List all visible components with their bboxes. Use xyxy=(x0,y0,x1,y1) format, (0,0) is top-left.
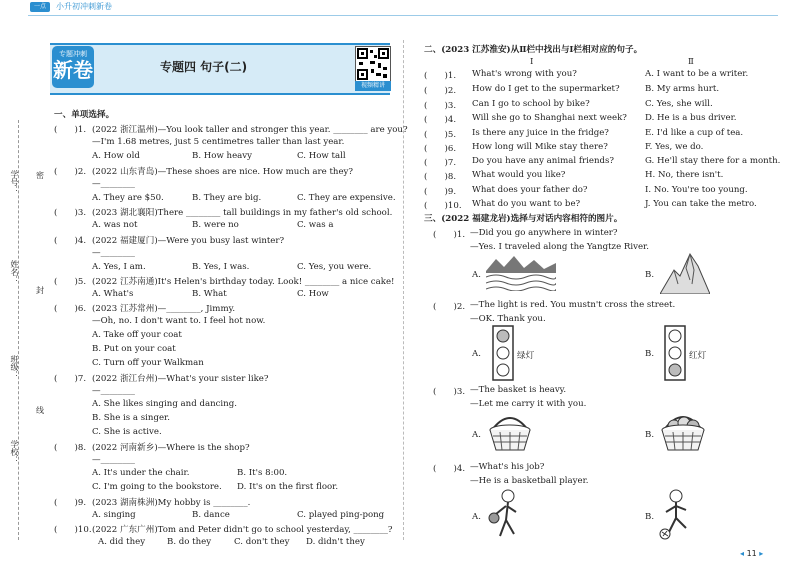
seal-mark: 封 xyxy=(36,286,44,295)
q8-option-d: D. It's on the first floor. xyxy=(237,482,339,492)
next-page-icon[interactable]: ▸ xyxy=(759,549,764,558)
q8-option-a: A. It's under the chair. xyxy=(92,468,190,478)
match-left-text: Do you have any animal friends? xyxy=(472,156,615,166)
section-2-title: 二、(2023 江苏淮安)从Ⅱ栏中找出与Ⅰ栏相对应的句子。 xyxy=(424,45,643,55)
q7-option-c: C. She is active. xyxy=(92,427,162,437)
q6-option-b: B. Put on your coat xyxy=(92,344,176,354)
q6-number: ( )6. xyxy=(54,304,87,314)
q1-stem: (2022 浙江温州)—You look taller and stronger this year. ________ are you? xyxy=(92,125,408,135)
q1-number: ( )1. xyxy=(54,125,87,135)
seal-mark: 线 xyxy=(36,406,44,415)
badge-main: 新卷 xyxy=(53,58,93,82)
prev-page-icon[interactable]: ◂ xyxy=(740,549,745,558)
p3-option-a: A. xyxy=(472,430,481,440)
q6-stem: (2023 江苏常州)—________, Jimmy. xyxy=(92,304,236,314)
q3-option-c: C. was a xyxy=(297,220,334,230)
basketball-player-image xyxy=(486,488,526,540)
page-number: 11 xyxy=(746,549,757,558)
q4-stem: (2022 福建厦门)—Were you busy last winter? xyxy=(92,236,285,246)
qr-code-icon xyxy=(355,46,391,82)
badge xyxy=(52,46,94,88)
match-left-text: Is there any juice in the fridge? xyxy=(472,128,609,138)
p2-option-b: B. xyxy=(645,349,655,359)
q5-option-a: A. What's xyxy=(92,289,134,299)
match-left-number: ( )10. xyxy=(424,201,462,211)
label-class: 班级： xyxy=(10,355,19,379)
p4-line2: —He is a basketball player. xyxy=(470,476,589,486)
q2-option-b: B. They are big. xyxy=(192,193,262,203)
q7-option-b: B. She is a singer. xyxy=(92,413,170,423)
q4-line2: —________ xyxy=(92,248,135,258)
match-left-number: ( )1. xyxy=(424,71,457,81)
empty-basket-image xyxy=(486,412,534,454)
match-left-number: ( )9. xyxy=(424,187,457,197)
q7-number: ( )7. xyxy=(54,374,87,384)
page-number-nav xyxy=(740,549,763,558)
match-left-number: ( )7. xyxy=(424,158,457,168)
q9-number: ( )9. xyxy=(54,498,87,508)
match-right-text: D. He is a bus driver. xyxy=(645,113,737,123)
p2-option-a: A. xyxy=(472,349,481,359)
q3-stem: (2023 湖北襄阳)There ________ tall buildings in my father's old school. xyxy=(92,208,393,218)
p4-line1: —What's his job? xyxy=(470,462,545,472)
match-left-text: What do you want to be? xyxy=(472,199,581,209)
q2-option-c: C. They are expensive. xyxy=(297,193,396,203)
p4-option-b: B. xyxy=(645,512,655,522)
q4-option-c: C. Yes, you were. xyxy=(297,262,372,272)
seal-mark: 密 xyxy=(36,171,44,180)
match-right-text: A. I want to be a writer. xyxy=(645,69,749,79)
q10-stem: (2022 广东广州)Tom and Peter didn't go to school yesterday, ________? xyxy=(92,525,393,535)
match-left-text: What would you like? xyxy=(472,170,566,180)
header-tag: 一点 xyxy=(30,2,50,12)
p1-option-a: A. xyxy=(472,270,481,280)
traffic-light-green-icon xyxy=(492,325,514,381)
topic-title: 专题四 句子(二) xyxy=(160,60,248,74)
p1-line1: —Did you go anywhere in winter? xyxy=(470,228,618,238)
match-left-number: ( )3. xyxy=(424,101,457,111)
q3-option-b: B. were no xyxy=(192,220,239,230)
match-right-text: G. He'll stay there for a month. xyxy=(645,156,781,166)
match-right-text: C. Yes, she will. xyxy=(645,99,713,109)
q5-option-c: C. How xyxy=(297,289,329,299)
p2-label-b: 红灯 xyxy=(689,351,707,361)
q10-number: ( )10. xyxy=(54,525,92,535)
q2-option-a: A. They are $50. xyxy=(92,193,164,203)
q3-number: ( )3. xyxy=(54,208,87,218)
match-left-text: Can I go to school by bike? xyxy=(472,99,590,109)
q6-line2: —Oh, no. I don't want to. I feel hot now. xyxy=(92,316,266,326)
p2-number: ( )2. xyxy=(433,302,466,312)
q4-option-b: B. Yes, I was. xyxy=(192,262,250,272)
p1-line2: —Yes. I traveled along the Yangtze River. xyxy=(470,242,649,252)
full-basket-image xyxy=(658,410,708,454)
q6-option-c: C. Turn off your Walkman xyxy=(92,358,204,368)
match-right-text: I. No. You're too young. xyxy=(645,185,748,195)
q5-stem: (2022 江苏南通)It's Helen's birthday today. Look! ________ a nice cake! xyxy=(92,277,395,287)
badge-top: 专题冲刺 xyxy=(59,50,87,58)
match-left-text: How long will Mike stay there? xyxy=(472,142,608,152)
match-left-number: ( )6. xyxy=(424,144,457,154)
p2-line1: —The light is red. You mustn't cross the street. xyxy=(470,300,676,310)
q4-option-a: A. Yes, I am. xyxy=(92,262,146,272)
qr-caption: 视频精讲 xyxy=(355,81,391,91)
q9-option-c: C. played ping-pong xyxy=(297,510,385,520)
q9-option-a: A. singing xyxy=(92,510,136,520)
q10-option-b: B. do they xyxy=(167,537,212,547)
section-1-title: 一、单项选择。 xyxy=(54,110,115,120)
q8-option-c: C. I'm going to the bookstore. xyxy=(92,482,222,492)
q10-option-d: D. didn't they xyxy=(306,537,365,547)
q2-stem: (2022 山东青岛)—These shoes are nice. How much are they? xyxy=(92,167,354,177)
p1-number: ( )1. xyxy=(433,230,466,240)
match-right-text: F. Yes, we do. xyxy=(645,142,704,152)
q2-line2: —________ xyxy=(92,179,135,189)
q1-option-b: B. How heavy xyxy=(192,151,252,161)
match-right-text: E. I'd like a cup of tea. xyxy=(645,128,744,138)
header-rule xyxy=(28,15,778,16)
q5-number: ( )5. xyxy=(54,277,87,287)
p4-number: ( )4. xyxy=(433,464,466,474)
match-left-text: What does your father do? xyxy=(472,185,588,195)
q10-option-a: A. did they xyxy=(98,537,146,547)
river-image xyxy=(486,253,556,291)
column-1-header: Ⅰ xyxy=(530,57,534,67)
p3-line2: —Let me carry it with you. xyxy=(470,399,587,409)
q2-number: ( )2. xyxy=(54,167,87,177)
traffic-light-red-icon xyxy=(664,325,686,381)
match-left-number: ( )4. xyxy=(424,115,457,125)
q6-option-a: A. Take off your coat xyxy=(92,330,182,340)
column-2-header: Ⅱ xyxy=(688,57,694,67)
q7-option-a: A. She likes singing and dancing. xyxy=(92,399,237,409)
q7-line2: —________ xyxy=(92,386,135,396)
p2-label-a: 绿灯 xyxy=(517,351,535,361)
mountain-image xyxy=(660,250,710,294)
match-left-number: ( )2. xyxy=(424,86,457,96)
column-divider xyxy=(403,40,405,540)
q8-stem: (2022 河南新乡)—Where is the shop? xyxy=(92,443,250,453)
q1-option-a: A. How old xyxy=(92,151,140,161)
q1-line2: —I'm 1.68 metres, just 5 centimetres taller than last year. xyxy=(92,137,345,147)
section-3-title: 三、(2022 福建龙岩)选择与对话内容相符的图片。 xyxy=(424,214,623,224)
match-left-text: Will she go to Shanghai next week? xyxy=(472,113,627,123)
match-right-text: J. You can take the metro. xyxy=(645,199,757,209)
q7-stem: (2022 浙江台州)—What's your sister like? xyxy=(92,374,269,384)
p1-option-b: B. xyxy=(645,270,655,280)
q9-option-b: B. dance xyxy=(192,510,230,520)
q3-option-a: A. was not xyxy=(92,220,138,230)
match-right-text: H. No, there isn't. xyxy=(645,170,724,180)
p2-line2: —OK. Thank you. xyxy=(470,314,546,324)
q8-option-b: B. It's 8:00. xyxy=(237,468,288,478)
football-player-image xyxy=(656,488,696,540)
q10-option-c: C. don't they xyxy=(234,537,290,547)
match-left-number: ( )8. xyxy=(424,172,457,182)
p4-option-a: A. xyxy=(472,512,481,522)
p3-line1: —The basket is heavy. xyxy=(470,385,567,395)
q8-number: ( )8. xyxy=(54,443,87,453)
q9-stem: (2023 湖南株洲)My hobby is ________. xyxy=(92,498,251,508)
q1-option-c: C. How tall xyxy=(297,151,346,161)
match-left-text: What's wrong with you? xyxy=(472,69,577,79)
label-name: 姓名： xyxy=(10,260,19,284)
match-left-number: ( )5. xyxy=(424,130,457,140)
match-left-text: How do I get to the supermarket? xyxy=(472,84,620,94)
label-student-number: 学号： xyxy=(10,170,19,194)
p3-option-b: B. xyxy=(645,430,655,440)
q8-line2: —________ xyxy=(92,455,135,465)
q4-number: ( )4. xyxy=(54,236,87,246)
q5-option-b: B. What xyxy=(192,289,227,299)
match-right-text: B. My arms hurt. xyxy=(645,84,720,94)
header-title: 小升初冲刺新卷 xyxy=(56,2,112,11)
p3-number: ( )3. xyxy=(433,387,466,397)
label-school: 学校： xyxy=(10,440,19,464)
